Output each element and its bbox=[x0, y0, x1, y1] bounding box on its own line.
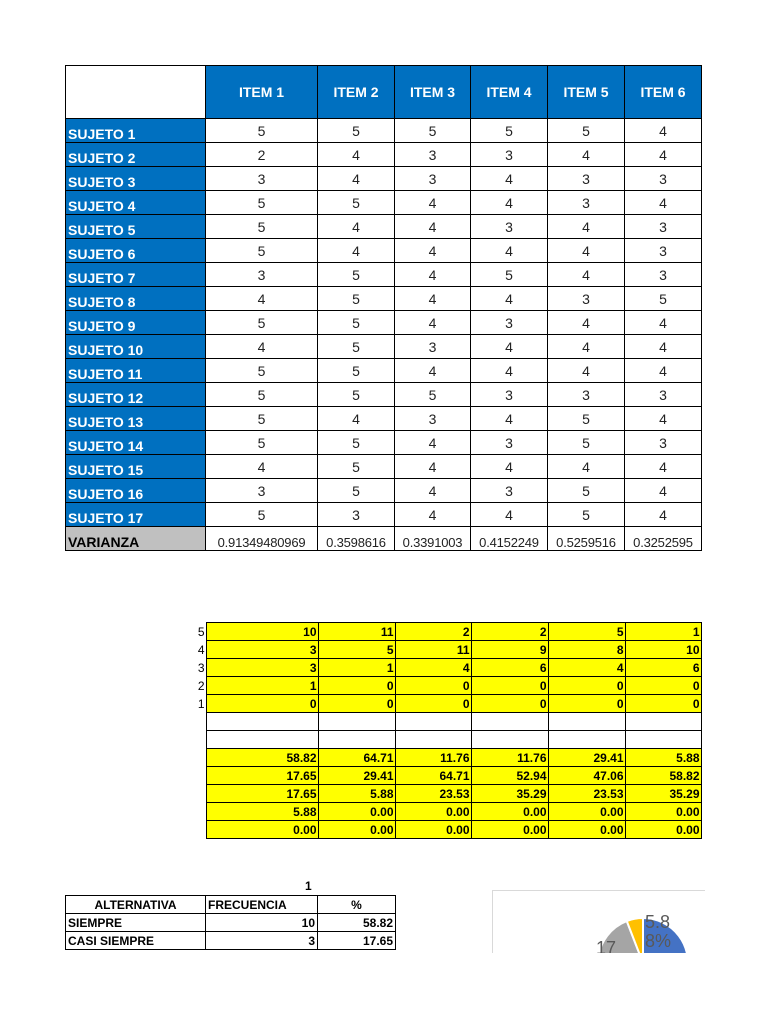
item-header: ITEM 1 bbox=[206, 66, 318, 119]
level-label bbox=[195, 749, 206, 767]
score-cell: 3 bbox=[625, 215, 702, 239]
percent-cell: 0.00 bbox=[548, 821, 625, 839]
score-cell: 4 bbox=[395, 287, 471, 311]
score-cell: 5 bbox=[471, 119, 548, 143]
percent-cell: 23.53 bbox=[548, 785, 625, 803]
subject-row bbox=[66, 479, 702, 503]
count-cell: 0 bbox=[471, 677, 548, 695]
subject-label: SUJETO 5 bbox=[66, 215, 206, 239]
subject-row bbox=[66, 383, 702, 407]
score-cell: 4 bbox=[395, 503, 471, 527]
score-cell: 4 bbox=[471, 503, 548, 527]
subject-label: SUJETO 1 bbox=[66, 119, 206, 143]
blank-cell bbox=[548, 731, 625, 749]
count-cell: 0 bbox=[395, 677, 471, 695]
count-cell: 4 bbox=[548, 659, 625, 677]
subject-row bbox=[66, 287, 702, 311]
percent-cell: 58.82 bbox=[206, 749, 318, 767]
percent-cell: 5.88 bbox=[318, 785, 395, 803]
subject-label: SUJETO 17 bbox=[66, 503, 206, 527]
percent-cell: 29.41 bbox=[548, 749, 625, 767]
percent-cell: 0.00 bbox=[548, 803, 625, 821]
variance-label: VARIANZA bbox=[66, 527, 206, 551]
count-row bbox=[195, 677, 701, 695]
blank-cell bbox=[395, 731, 471, 749]
pie-label: 5.8 bbox=[645, 912, 671, 932]
variance-value: 0.5259516 bbox=[548, 527, 625, 551]
pie-label: 17 bbox=[596, 938, 617, 953]
count-cell: 0 bbox=[548, 695, 625, 713]
score-cell: 4 bbox=[548, 263, 625, 287]
score-cell: 4 bbox=[318, 239, 395, 263]
subject-label: SUJETO 3 bbox=[66, 167, 206, 191]
count-cell: 11 bbox=[318, 623, 395, 641]
count-cell: 0 bbox=[318, 695, 395, 713]
score-cell: 5 bbox=[548, 479, 625, 503]
percent-cell: 35.29 bbox=[471, 785, 548, 803]
variance-value: 0.3598616 bbox=[318, 527, 395, 551]
score-cell: 3 bbox=[471, 383, 548, 407]
variance-value: 0.91349480969 bbox=[206, 527, 318, 551]
subject-row bbox=[66, 503, 702, 527]
score-cell: 4 bbox=[206, 455, 318, 479]
score-cell: 5 bbox=[206, 383, 318, 407]
score-cell: 3 bbox=[548, 191, 625, 215]
score-cell: 4 bbox=[318, 167, 395, 191]
count-cell: 1 bbox=[206, 677, 318, 695]
level-label bbox=[195, 785, 206, 803]
percent-row bbox=[195, 821, 701, 839]
score-cell: 5 bbox=[548, 119, 625, 143]
item-header: ITEM 6 bbox=[625, 66, 702, 119]
score-cell: 4 bbox=[625, 479, 702, 503]
variance-value: 0.3252595 bbox=[625, 527, 702, 551]
score-cell: 4 bbox=[548, 335, 625, 359]
count-cell: 8 bbox=[548, 641, 625, 659]
score-cell: 4 bbox=[625, 503, 702, 527]
score-cell: 3 bbox=[471, 479, 548, 503]
level-label: 1 bbox=[195, 695, 206, 713]
variance-value: 0.3391003 bbox=[395, 527, 471, 551]
score-cell: 4 bbox=[548, 311, 625, 335]
subject-row bbox=[66, 263, 702, 287]
alternative-label: CASI SIEMPRE bbox=[66, 932, 206, 950]
subject-row bbox=[66, 311, 702, 335]
score-cell: 5 bbox=[625, 287, 702, 311]
blank-row bbox=[195, 713, 701, 731]
percent-cell: 17.65 bbox=[206, 785, 318, 803]
subject-label: SUJETO 14 bbox=[66, 431, 206, 455]
score-cell: 4 bbox=[548, 455, 625, 479]
variance-row bbox=[66, 527, 702, 551]
pie-label: 8% bbox=[645, 931, 672, 951]
score-cell: 3 bbox=[318, 503, 395, 527]
blank-cell bbox=[471, 713, 548, 731]
score-cell: 5 bbox=[206, 191, 318, 215]
corner-cell bbox=[66, 66, 206, 119]
count-cell: 3 bbox=[206, 641, 318, 659]
percent-cell: 64.71 bbox=[395, 767, 471, 785]
count-cell: 0 bbox=[318, 677, 395, 695]
blank-cell bbox=[318, 731, 395, 749]
count-row bbox=[195, 659, 701, 677]
score-cell: 3 bbox=[548, 383, 625, 407]
score-cell: 4 bbox=[395, 479, 471, 503]
score-cell: 4 bbox=[548, 359, 625, 383]
percent-cell: 0.00 bbox=[625, 803, 701, 821]
score-cell: 5 bbox=[395, 383, 471, 407]
count-cell: 0 bbox=[395, 695, 471, 713]
score-cell: 3 bbox=[471, 311, 548, 335]
item-header: ITEM 2 bbox=[318, 66, 395, 119]
subject-row bbox=[66, 143, 702, 167]
percent-cell: 0.00 bbox=[318, 821, 395, 839]
count-cell: 10 bbox=[206, 623, 318, 641]
blank-cell bbox=[206, 713, 318, 731]
percent-cell: 5.88 bbox=[206, 803, 318, 821]
score-cell: 4 bbox=[471, 167, 548, 191]
score-cell: 4 bbox=[471, 359, 548, 383]
score-cell: 4 bbox=[625, 335, 702, 359]
count-cell: 0 bbox=[625, 677, 701, 695]
frequency-value: 3 bbox=[206, 932, 318, 950]
subject-row bbox=[66, 431, 702, 455]
subject-row bbox=[66, 455, 702, 479]
percent-cell: 52.94 bbox=[471, 767, 548, 785]
item-header: ITEM 5 bbox=[548, 66, 625, 119]
score-cell: 5 bbox=[318, 431, 395, 455]
score-cell: 3 bbox=[625, 167, 702, 191]
subject-label: SUJETO 12 bbox=[66, 383, 206, 407]
score-cell: 5 bbox=[318, 287, 395, 311]
percent-row bbox=[195, 749, 701, 767]
percent-cell: 0.00 bbox=[395, 821, 471, 839]
item-header: ITEM 3 bbox=[395, 66, 471, 119]
score-cell: 3 bbox=[206, 263, 318, 287]
percent-cell: 58.82 bbox=[625, 767, 701, 785]
count-cell: 6 bbox=[625, 659, 701, 677]
score-cell: 5 bbox=[548, 503, 625, 527]
score-cell: 3 bbox=[471, 143, 548, 167]
blank-cell bbox=[318, 713, 395, 731]
blank-row bbox=[195, 731, 701, 749]
score-cell: 4 bbox=[318, 143, 395, 167]
blank-cell bbox=[206, 731, 318, 749]
subject-row bbox=[66, 239, 702, 263]
percent-cell: 23.53 bbox=[395, 785, 471, 803]
subject-row bbox=[66, 119, 702, 143]
subject-label: SUJETO 7 bbox=[66, 263, 206, 287]
subject-label: SUJETO 4 bbox=[66, 191, 206, 215]
score-cell: 3 bbox=[625, 431, 702, 455]
score-cell: 4 bbox=[548, 239, 625, 263]
subject-row bbox=[66, 167, 702, 191]
level-label bbox=[195, 803, 206, 821]
alternatives-row bbox=[66, 914, 396, 932]
count-cell: 2 bbox=[471, 623, 548, 641]
percent-cell: 0.00 bbox=[471, 821, 548, 839]
score-cell: 5 bbox=[206, 503, 318, 527]
count-row bbox=[195, 623, 701, 641]
percent-row bbox=[195, 767, 701, 785]
score-cell: 5 bbox=[318, 335, 395, 359]
score-cell: 2 bbox=[206, 143, 318, 167]
item-header: ITEM 4 bbox=[471, 66, 548, 119]
header-row bbox=[66, 66, 702, 119]
subject-row bbox=[66, 359, 702, 383]
percent-cell: 29.41 bbox=[318, 767, 395, 785]
score-cell: 3 bbox=[471, 431, 548, 455]
count-cell: 10 bbox=[625, 641, 701, 659]
score-cell: 4 bbox=[471, 407, 548, 431]
score-cell: 4 bbox=[318, 215, 395, 239]
score-cell: 4 bbox=[471, 191, 548, 215]
count-cell: 1 bbox=[625, 623, 701, 641]
subject-label: SUJETO 15 bbox=[66, 455, 206, 479]
subject-label: SUJETO 6 bbox=[66, 239, 206, 263]
score-cell: 3 bbox=[548, 167, 625, 191]
percent-cell: 5.88 bbox=[625, 749, 701, 767]
level-label: 4 bbox=[195, 641, 206, 659]
score-cell: 5 bbox=[318, 455, 395, 479]
percent-cell: 0.00 bbox=[625, 821, 701, 839]
score-cell: 3 bbox=[395, 407, 471, 431]
score-cell: 5 bbox=[206, 311, 318, 335]
subject-label: SUJETO 13 bbox=[66, 407, 206, 431]
score-cell: 5 bbox=[318, 119, 395, 143]
subject-label: SUJETO 16 bbox=[66, 479, 206, 503]
count-cell: 5 bbox=[318, 641, 395, 659]
percent-value: 58.82 bbox=[318, 914, 396, 932]
blank-cell bbox=[625, 731, 701, 749]
count-cell: 0 bbox=[548, 677, 625, 695]
count-cell: 0 bbox=[471, 695, 548, 713]
subject-label: SUJETO 8 bbox=[66, 287, 206, 311]
score-cell: 4 bbox=[625, 455, 702, 479]
alternative-label: SIEMPRE bbox=[66, 914, 206, 932]
percent-cell: 64.71 bbox=[318, 749, 395, 767]
score-cell: 5 bbox=[318, 383, 395, 407]
score-cell: 4 bbox=[625, 359, 702, 383]
score-cell: 4 bbox=[318, 407, 395, 431]
blank-cell bbox=[548, 713, 625, 731]
score-cell: 5 bbox=[471, 263, 548, 287]
score-cell: 5 bbox=[548, 431, 625, 455]
count-cell: 9 bbox=[471, 641, 548, 659]
count-row bbox=[195, 695, 701, 713]
percent-header: % bbox=[318, 896, 396, 914]
score-cell: 4 bbox=[395, 239, 471, 263]
score-cell: 4 bbox=[395, 311, 471, 335]
percent-cell: 11.76 bbox=[471, 749, 548, 767]
score-cell: 5 bbox=[206, 215, 318, 239]
count-cell: 0 bbox=[206, 695, 318, 713]
score-cell: 3 bbox=[395, 335, 471, 359]
subject-row bbox=[66, 335, 702, 359]
percent-cell: 0.00 bbox=[395, 803, 471, 821]
percent-cell: 0.00 bbox=[471, 803, 548, 821]
score-cell: 5 bbox=[318, 359, 395, 383]
score-cell: 4 bbox=[395, 263, 471, 287]
count-cell: 3 bbox=[206, 659, 318, 677]
count-cell: 4 bbox=[395, 659, 471, 677]
level-label: 5 bbox=[195, 623, 206, 641]
subject-label: SUJETO 2 bbox=[66, 143, 206, 167]
score-cell: 4 bbox=[471, 287, 548, 311]
level-label bbox=[195, 821, 206, 839]
alternatives-header-row bbox=[66, 896, 396, 914]
percent-value: 17.65 bbox=[318, 932, 396, 950]
percent-cell: 35.29 bbox=[625, 785, 701, 803]
score-cell: 4 bbox=[625, 407, 702, 431]
pie-chart-svg bbox=[493, 891, 705, 953]
score-cell: 3 bbox=[471, 215, 548, 239]
score-cell: 4 bbox=[471, 239, 548, 263]
score-cell: 4 bbox=[471, 335, 548, 359]
count-row bbox=[195, 641, 701, 659]
count-cell: 2 bbox=[395, 623, 471, 641]
score-cell: 4 bbox=[395, 191, 471, 215]
count-cell: 1 bbox=[318, 659, 395, 677]
percent-cell: 47.06 bbox=[548, 767, 625, 785]
alternatives-table bbox=[65, 895, 396, 950]
score-cell: 5 bbox=[206, 239, 318, 263]
level-label bbox=[195, 731, 206, 749]
score-cell: 5 bbox=[206, 359, 318, 383]
blank-cell bbox=[625, 713, 701, 731]
frecuencia-header: FRECUENCIA bbox=[206, 896, 318, 914]
pie-chart[interactable] bbox=[492, 890, 705, 953]
level-label bbox=[195, 713, 206, 731]
item-number: 1 bbox=[305, 879, 312, 893]
score-cell: 4 bbox=[395, 359, 471, 383]
score-cell: 4 bbox=[395, 455, 471, 479]
level-label bbox=[195, 767, 206, 785]
score-cell: 3 bbox=[625, 239, 702, 263]
score-cell: 5 bbox=[318, 263, 395, 287]
score-cell: 4 bbox=[625, 143, 702, 167]
frequency-table bbox=[195, 622, 702, 839]
score-cell: 4 bbox=[548, 143, 625, 167]
score-cell: 3 bbox=[548, 287, 625, 311]
count-cell: 5 bbox=[548, 623, 625, 641]
percent-cell: 0.00 bbox=[318, 803, 395, 821]
blank-cell bbox=[471, 731, 548, 749]
alternatives-row bbox=[66, 932, 396, 950]
level-label: 2 bbox=[195, 677, 206, 695]
score-cell: 3 bbox=[206, 479, 318, 503]
score-cell: 3 bbox=[625, 383, 702, 407]
percent-cell: 17.65 bbox=[206, 767, 318, 785]
scores-table bbox=[65, 65, 702, 551]
count-cell: 0 bbox=[625, 695, 701, 713]
score-cell: 5 bbox=[318, 311, 395, 335]
score-cell: 3 bbox=[395, 143, 471, 167]
score-cell: 4 bbox=[625, 191, 702, 215]
subject-row bbox=[66, 215, 702, 239]
score-cell: 4 bbox=[206, 287, 318, 311]
level-label: 3 bbox=[195, 659, 206, 677]
score-cell: 4 bbox=[206, 335, 318, 359]
score-cell: 4 bbox=[625, 311, 702, 335]
score-cell: 4 bbox=[471, 455, 548, 479]
score-cell: 5 bbox=[548, 407, 625, 431]
score-cell: 4 bbox=[395, 215, 471, 239]
subject-row bbox=[66, 191, 702, 215]
percent-cell: 11.76 bbox=[395, 749, 471, 767]
score-cell: 4 bbox=[625, 119, 702, 143]
count-cell: 11 bbox=[395, 641, 471, 659]
percent-row bbox=[195, 803, 701, 821]
subject-label: SUJETO 9 bbox=[66, 311, 206, 335]
score-cell: 3 bbox=[625, 263, 702, 287]
alternativa-header: ALTERNATIVA bbox=[66, 896, 206, 914]
frequency-value: 10 bbox=[206, 914, 318, 932]
score-cell: 5 bbox=[318, 191, 395, 215]
variance-value: 0.4152249 bbox=[471, 527, 548, 551]
subject-label: SUJETO 11 bbox=[66, 359, 206, 383]
score-cell: 5 bbox=[206, 407, 318, 431]
score-cell: 4 bbox=[395, 431, 471, 455]
score-cell: 5 bbox=[395, 119, 471, 143]
score-cell: 3 bbox=[206, 167, 318, 191]
score-cell: 3 bbox=[395, 167, 471, 191]
subject-row bbox=[66, 407, 702, 431]
score-cell: 5 bbox=[206, 119, 318, 143]
percent-cell: 0.00 bbox=[206, 821, 318, 839]
score-cell: 5 bbox=[206, 431, 318, 455]
score-cell: 5 bbox=[318, 479, 395, 503]
percent-row bbox=[195, 785, 701, 803]
blank-cell bbox=[395, 713, 471, 731]
subject-label: SUJETO 10 bbox=[66, 335, 206, 359]
count-cell: 6 bbox=[471, 659, 548, 677]
score-cell: 4 bbox=[548, 215, 625, 239]
